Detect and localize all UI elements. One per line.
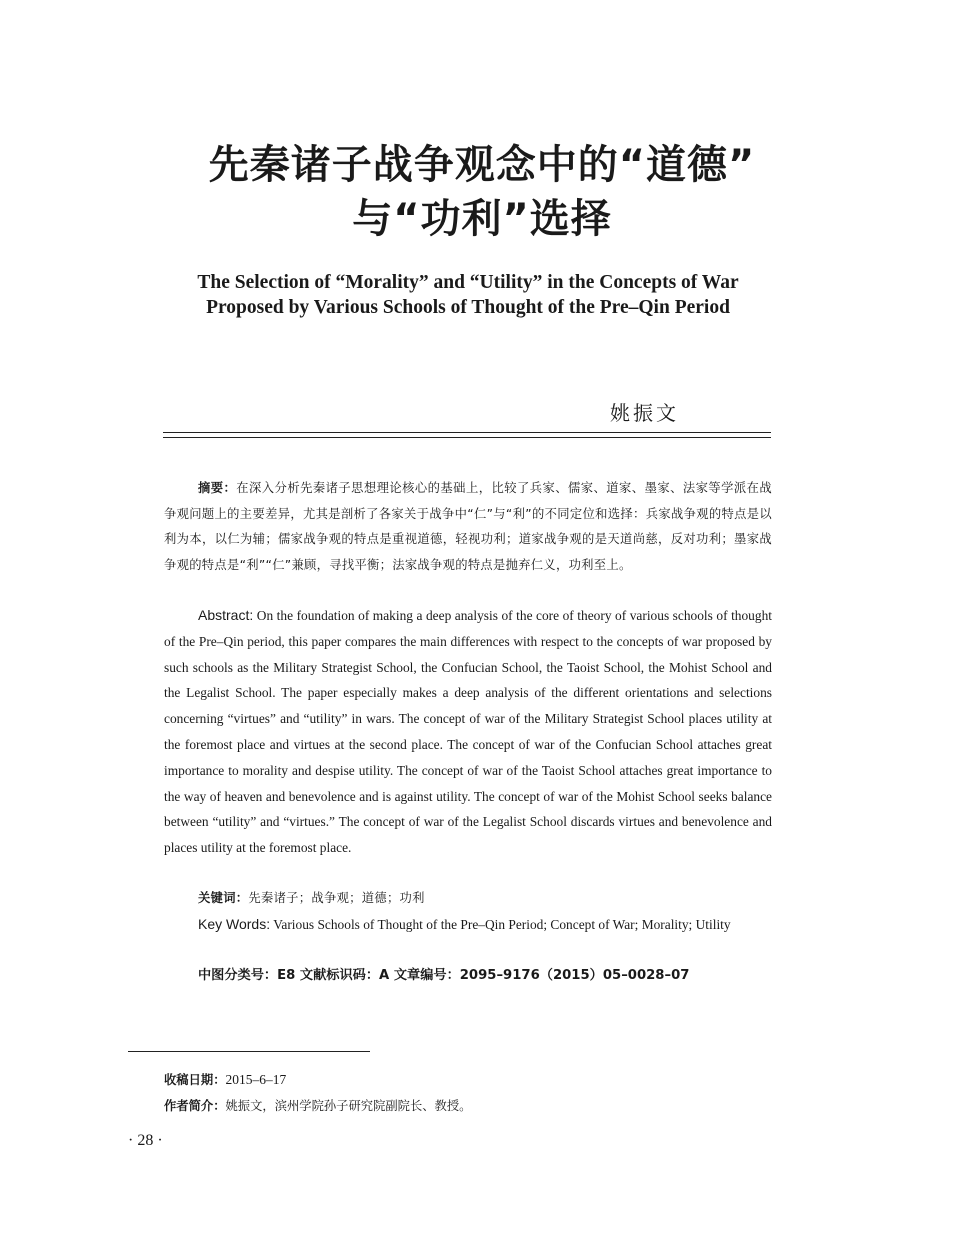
- title-zh-line2: 与“功利”选择: [352, 196, 612, 242]
- abstract-en-text: On the foundation of making a deep analysis of the core of theory of various schools of thought of the Pre–Qin period, this paper compares the main differences with respect to the concepts of war proposed by such schools as the Military Strategist School, the Confucian School, the Taoist School, the Mohist School and the Legalist School. The paper especially makes a deep analysis of the different orientations and selections concerning “virtues” and “utility” in wars. The concept of war of the Military Strategist School places utility at the foremost place and virtues at the second place. The concept of war of the Confucian School attaches great importance to morality and despise utility. The concept of war of the Taoist School attaches great importance to the way of heaven and benevolence and is against utility. The concept of war of the Mohist School seeks balance between “utility” and “virtues.” The concept of war of the Legalist School discards virtues and benevolence and places utility at the foremost place.: [164, 608, 772, 856]
- title-zh-line1: 先秦诸子战争观念中的“道德”: [208, 142, 756, 188]
- received-label: 收稿日期：: [164, 1073, 226, 1087]
- header-rule-top: [163, 432, 771, 433]
- keywords-en-label: Key Words:: [198, 916, 271, 932]
- title-en-line1: The Selection of “Morality” and “Utility” in the Concepts of War: [197, 272, 739, 293]
- abstract-en: [164, 603, 772, 861]
- footnote-received: [164, 1070, 286, 1090]
- author-bio-value: 姚振文，滨州学院孙子研究院副院长、教授。: [225, 1099, 472, 1113]
- author-bio-label: 作者简介：: [164, 1099, 226, 1113]
- title-en-line2: Proposed by Various Schools of Thought of the Pre–Qin Period: [206, 297, 730, 318]
- classification-line: 中图分类号：E8 文献标识码：A 文章编号：2095–9176（2015）05–0028–07: [198, 968, 690, 983]
- abstract-zh: [164, 476, 772, 579]
- received-value: 2015–6–17: [225, 1072, 287, 1087]
- abstract-zh-text: 在深入分析先秦诸子思想理论核心的基础上，比较了兵家、儒家、道家、墨家、法家等学派在战争观问题上的主要差异，尤其是剖析了各家关于战争中“仁”与“利”的不同定位和选择：兵家战争观的特点是以利为本，以仁为辅；儒家战争观的特点是重视道德，轻视功利；道家战争观的是天道尚慈，反对功利；墨家战争观的特点是“利”“仁”兼顾，寻找平衡；法家战争观的特点是抛弃仁义，功利至上。: [164, 481, 772, 573]
- header-rule-bottom: [163, 437, 771, 438]
- abstract-en-label: Abstract:: [198, 607, 254, 623]
- abstract-zh-label: 摘要：: [198, 481, 237, 495]
- keywords-zh-label: 关键词：: [198, 891, 249, 905]
- keywords-en-text: Various Schools of Thought of the Pre–Qin Period; Concept of War; Morality; Utility: [270, 917, 731, 932]
- footnote-rule: [128, 1051, 370, 1052]
- author-name: 姚振文: [610, 401, 679, 425]
- page-number: · 28 ·: [128, 1132, 163, 1149]
- keywords-zh: [164, 886, 772, 912]
- footnote-author: [164, 1096, 471, 1116]
- keywords-zh-text: 先秦诸子；战争观；道德；功利: [248, 891, 425, 905]
- keywords-en: [164, 912, 772, 938]
